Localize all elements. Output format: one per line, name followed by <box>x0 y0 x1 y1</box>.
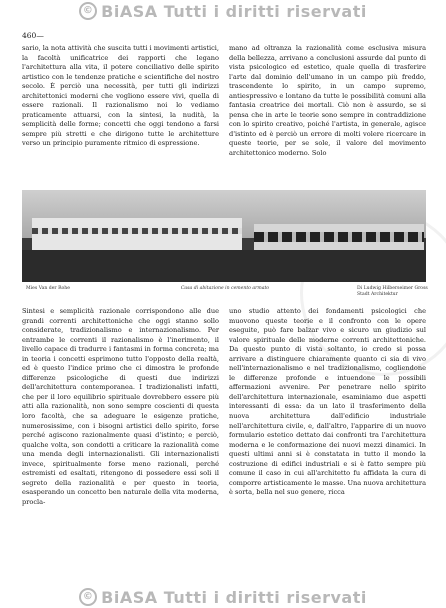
photo-building-left <box>32 218 242 250</box>
watermark-top <box>0 0 446 22</box>
text-column-1 <box>22 44 219 149</box>
paragraph: mano ad oltranza la razionalità come esclusiva misura della bellezza, arrivano a conclusioni assurde dal punto di vista psicologico ed estetico, quale quella di trasferire l'arte dal dominio dell'umano in un campo più freddo, trascendente lo spirito, in un campo supremo, antiespressivo e lontano da tutte le possibilità comuni alla fantasia creatrice dei mortali. Ciò non è assurdo, se si pensa che in arte le teorie sono sempre in contraddizione con lo spirito creativo, poiché l'artista, in generale, agisce d'istinto ed è perciò un errore di molti volere ricercare in queste teorie, per se sole, il valore del movimento architettonico moderno. Solo <box>229 44 426 158</box>
caption-right: Di Ludwig Hilberseimer Gross Stadt Architektur <box>357 286 428 297</box>
caption-left: Mies Van der Rohe <box>26 286 70 291</box>
page-number: 460— <box>22 31 44 40</box>
watermark-bottom <box>0 586 446 608</box>
watermark-text: BiASA Tutti i diritti riservati <box>101 587 367 607</box>
architecture-photo <box>22 190 426 282</box>
photo-ground <box>22 250 426 282</box>
copyright-seal-icon: © <box>79 588 97 606</box>
paragraph: sario, la nota attività che suscita tutti i movimenti artistici, la facoltà unificatrice dei rapporti che legano l'architettura alla vita, il potere conciliativo delle spirito artistico con le tendenze pratiche e scientifiche del nostro secolo. È perciò una necessità, per tutti gli indirizzi architettonici moderni che vogliono essere vivi, quella di essere razionali. Il razionalismo noi lo vediamo praticamente attuarsi, con la sintesi, la nudità, la semplicità delle forme; concetti che oggi tendono a farsi sempre più stretti e che dirigono tutte le architetture verso un principio puramente ritmico di espressione. <box>22 44 219 148</box>
text-column-4 <box>229 307 426 498</box>
photo-building-right <box>254 224 424 250</box>
text-column-3 <box>22 307 219 507</box>
page-number-value: 460 <box>22 31 37 40</box>
copyright-seal-icon: © <box>79 2 97 20</box>
paragraph: Sintesi e semplicità razionale corrispondono alle due grandi correnti architettoniche che oggi stanno sollo considerate, tradizionalismo e internazionalismo. Per entrambe le correnti il razionalismo è l'inerimento, il livello capace di tradurre i fantasmi in forma concreta; ma in teoria i concetti esprimono tutto l'opposto della realtà, ed è questo l'indice primo che ci dimostra le profonde differenze psicologiche di questi due indirizzi dell'architettura contemporanea. I tradizionalisti infatti, che per il loro equilibrio spirituale dovrebbero essere più atti alla razionalità, non sono sempre coscienti di questa loro facoltà, che sa adeguare le esigenze pratiche, numerosissime, con i bisogni artistici dello spirito, forse perché agiscono razionalmente quasi d'istinto; e perciò, qualche volta, son condotti a criticare la razionalità come una menda degli internazionalisti. Gli internazionalisti invece, spiritualmente forse meno razionali, perché estremisti ed esaltati, ritengono di possedere essi soli il segreto della razionalità e per questo in teoria, esasperando un concetto ben naturale della vita moderna, procla- <box>22 307 219 506</box>
text-column-2 <box>229 44 426 159</box>
paragraph: uno studio attento dei fondamenti psicologici che muovono queste teorie e il confronto con le opere eseguite, può fare balzar vivo e sicuro un giudizio sul valore spirituale delle moderne correnti architettoniche. Da questo punto di vista soltanto, io credo si possa arrivare a distinguere chiaramente quanto ci sia di vivo nell'internazionalismo e nel tradizionalismo, cogliendone le differenze profonde e intuendone le possibili affermazioni avvenire. Per penetrare nello spirito dell'architettura internazionale, esaminiamo due aspetti interessanti di essa: da un lato il trasferimento della nuova architettura dall'edificio industriale nell'architettura civile, e, dall'altro, l'apparire di un nuovo formulario estetico dettato dai confronti tra l'architettura moderna e le conformazione dei nuovi mezzi dinamici. In questi ultimi anni si è constatata in tutto il mondo la costruzione di edifici industriali e si è fatto sempre più comune il caso in cui all'architetto fu affidata la cura di comporre artisticamente le masse. Una nuova architettura è sorta, bella nel suo genere, ricca <box>229 307 426 497</box>
caption-center: Casa di abitazione in cemento armato <box>180 286 270 291</box>
watermark-text: BiASA Tutti i diritti riservati <box>101 1 367 21</box>
